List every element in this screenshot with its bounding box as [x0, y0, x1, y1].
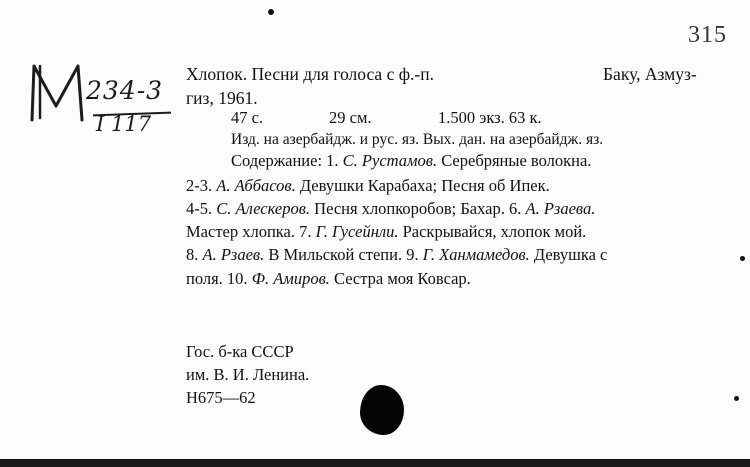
contents-line [186, 175, 550, 197]
contents-text: 8. [186, 245, 203, 264]
composer-name: А. Аббасов. [216, 176, 296, 195]
composer-name: Г. Гусейнли. [315, 222, 399, 241]
composer-name: С. Рустамов. [342, 151, 438, 170]
contents-text: Песня хлопкоробов; Бахар. 6. [310, 199, 526, 218]
contents-line [186, 268, 471, 290]
composer-name: Г. Ханмамедов. [422, 245, 530, 264]
composer-name: С. Алескеров. [216, 199, 311, 218]
contents-text: Раскрывайся, хлопок мой. [398, 222, 587, 241]
contents-text: Серебряные волокна. [437, 151, 592, 170]
ink-blot [360, 385, 404, 435]
contents-text: В Мильской степи. 9. [264, 245, 423, 264]
publisher-place: Баку, Азмуз- [603, 64, 697, 84]
composer-name: Ф. Амиров. [251, 269, 330, 288]
print-run: 1.500 экз. 63 к. [438, 108, 542, 127]
pages: 47 с. [231, 108, 264, 127]
language-note: Изд. на азербайдж. и рус. яз. Вых. дан. на азербайдж. яз. [231, 131, 604, 148]
contents-line [186, 198, 595, 220]
card-bottom-edge [0, 459, 750, 467]
ink-speck [268, 9, 274, 15]
shelfmark-letter [26, 62, 90, 124]
contents-text: 2-3. [186, 176, 217, 195]
corner-mark: 315 [688, 22, 727, 48]
contents-text: Содержание: 1. [231, 151, 343, 170]
contents-text: Девушки Карабаха; Песня об Ипек. [295, 176, 550, 195]
stamp-line-2: им. В. И. Ленина. [186, 365, 310, 384]
composer-name: А. Рзаева. [525, 199, 596, 218]
contents-text: Сестра моя Ковсар. [329, 269, 471, 288]
contents-text: поля. 10. [186, 269, 252, 288]
contents-text: Девушка с [529, 245, 608, 264]
contents-line [186, 244, 607, 266]
size: 29 см. [329, 108, 372, 127]
publisher-year: гиз, 1961. [186, 88, 258, 108]
stamp-line-1: Гос. б-ка СССР [186, 342, 294, 361]
shelfmark-number: 234-3 [86, 76, 164, 105]
contents-text: 4-5. [186, 199, 217, 218]
contents-line [231, 150, 591, 172]
shelfmark-sub: I 117 [96, 112, 152, 136]
composer-name: А. Рзаев. [202, 245, 265, 264]
ink-speck [734, 396, 739, 401]
ink-speck [740, 256, 745, 261]
title-line: Хлопок. Песни для голоса с ф.-п. [186, 64, 434, 84]
contents-line [186, 221, 586, 243]
stamp-line-3: Н675—62 [186, 388, 256, 407]
contents-text: Мастер хлопка. 7. [186, 222, 316, 241]
